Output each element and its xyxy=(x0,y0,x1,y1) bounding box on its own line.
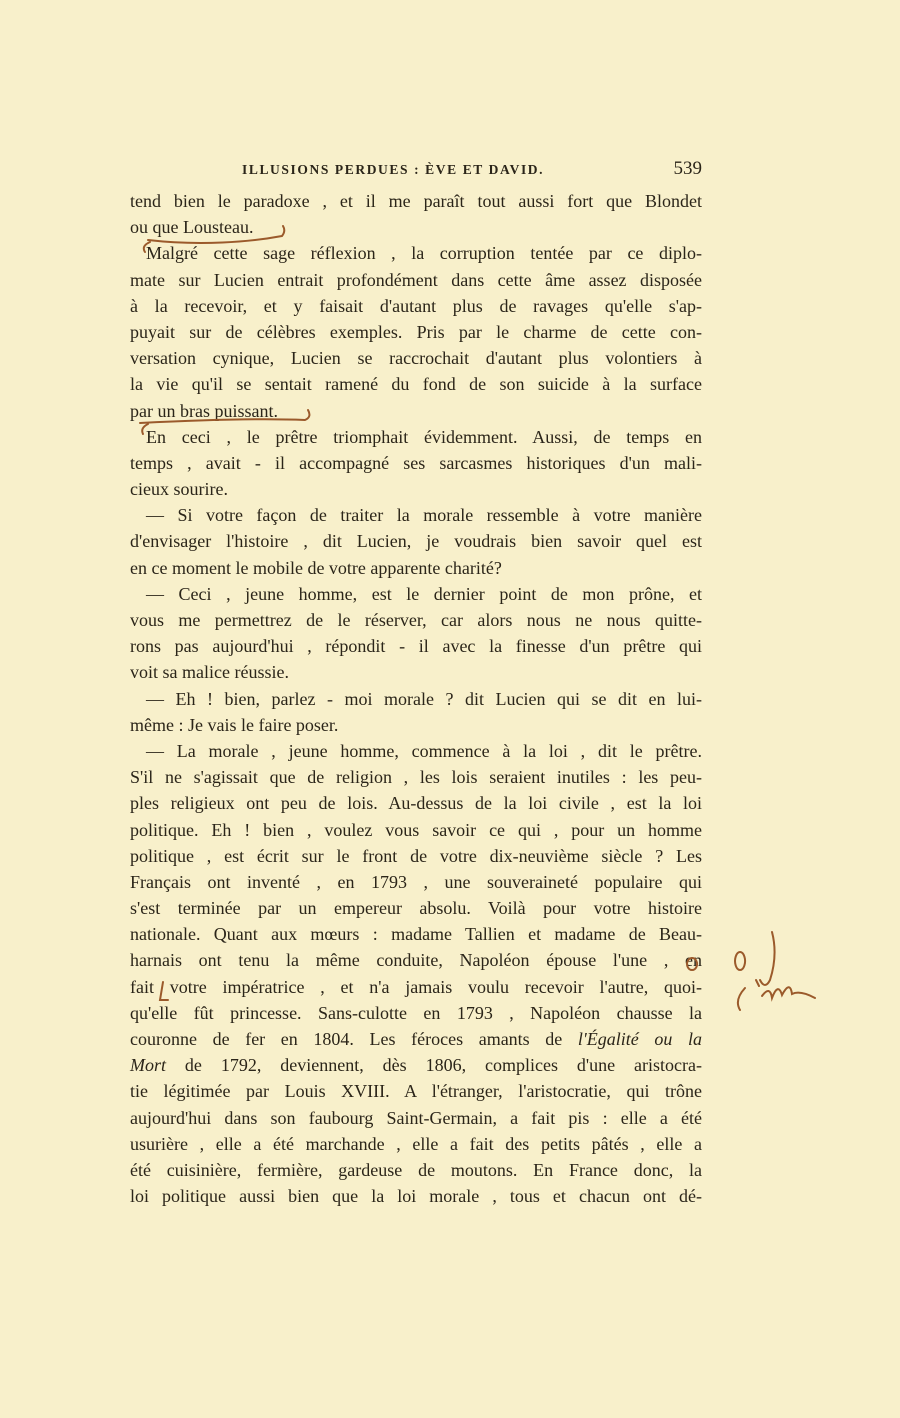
page-header xyxy=(242,158,702,182)
line-text: En ceci , le prêtre triomphait évidemment. Aussi, de temps en xyxy=(146,426,702,447)
text-line xyxy=(130,686,702,712)
text-line xyxy=(130,659,702,685)
line-text: politique , est écrit sur le front de votre dix-neuvième siècle ? Les xyxy=(130,845,702,866)
line-text: harnais ont tenu la même conduite, Napoléon épouse l'une , en xyxy=(130,950,702,971)
line-text: fait votre impératrice , et n'a jamais voulu recevoir l'autre, quoi- xyxy=(130,976,702,997)
line-text: tie légitimée par Louis XVIII. A l'étranger, l'aristocratie, qui trône xyxy=(130,1081,702,1102)
text-line xyxy=(130,188,702,214)
text-line xyxy=(130,947,702,973)
text-line xyxy=(130,764,702,790)
text-line xyxy=(130,1000,702,1026)
line-text: versation cynique, Lucien se raccrochait d'autant plus volontiers à xyxy=(130,348,702,369)
line-text: la vie qu'il se sentait ramené du fond de son suicide à la surface xyxy=(130,374,702,395)
text-line xyxy=(130,843,702,869)
line-text: — Ceci , jeune homme, est le dernier point de mon prône, et xyxy=(146,583,702,604)
text-line xyxy=(130,869,702,895)
text-line xyxy=(130,1078,702,1104)
line-text: d'envisager l'histoire , dit Lucien, je voudrais bien savoir quel est xyxy=(130,531,702,552)
text-line xyxy=(130,555,702,581)
text-line xyxy=(130,528,702,554)
margin-note-mark xyxy=(735,932,775,985)
text-line xyxy=(130,581,702,607)
line-text: qu'elle fût princesse. Sans-culotte en 1793 , Napoléon chausse la xyxy=(130,1002,702,1023)
line-text: temps , avait - il accompagné ses sarcasmes historiques d'un mali- xyxy=(130,452,702,473)
line-text: vous me permettrez de le réserver, car alors nous ne nous quitte- xyxy=(130,610,702,630)
line-text: puyait sur de célèbres exemples. Pris par le charme de cette con- xyxy=(130,321,702,342)
text-line xyxy=(130,293,702,319)
line-text: cieux sourire. xyxy=(130,479,228,500)
line-text: mate sur Lucien entrait profondément dans cette âme assez disposée xyxy=(130,269,702,290)
text-line xyxy=(130,1157,702,1183)
line-text: s'est terminée par un empereur absolu. Voilà pour votre histoire xyxy=(130,898,702,919)
line-text: S'il ne s'agissait que de religion , les lois seraient inutiles : les peu- xyxy=(130,767,702,788)
text-line xyxy=(130,214,702,240)
text-line xyxy=(130,424,702,450)
text-line xyxy=(130,267,702,293)
text-line xyxy=(130,476,702,502)
line-text: nationale. Quant aux mœurs : madame Tallien et madame de Beau- xyxy=(130,924,702,945)
text-line xyxy=(130,1131,702,1157)
text-line xyxy=(130,1052,702,1078)
line-text: même : Je vais le faire poser. xyxy=(130,714,339,735)
text-line xyxy=(130,712,702,738)
text-line xyxy=(130,633,702,659)
line-text: loi politique aussi bien que la loi morale , tous et chacun ont dé- xyxy=(130,1186,702,1207)
text-line xyxy=(130,371,702,397)
running-title: ILLUSIONS PERDUES : ÈVE ET DAVID. xyxy=(242,162,545,177)
page-body-text xyxy=(130,188,702,1209)
line-text: — Eh ! bien, parlez - moi morale ? dit Lucien qui se dit en lui- xyxy=(146,688,702,709)
text-line xyxy=(130,607,702,633)
text-line xyxy=(130,1026,702,1052)
text-line xyxy=(130,345,702,371)
text-line xyxy=(130,319,702,345)
line-text: à la recevoir, et y faisait d'autant plus de ravages qu'elle s'ap- xyxy=(130,295,702,316)
line-text: usurière , elle a été marchande , elle a fait des petits pâtés , elle a xyxy=(130,1133,702,1154)
line-text: ou que Lousteau. xyxy=(130,217,254,238)
italic-text: Mort xyxy=(130,1055,166,1076)
line-text: Français ont inventé , en 1793 , une souveraineté populaire qui xyxy=(130,871,702,892)
text-line xyxy=(130,921,702,947)
page-number: 539 xyxy=(673,158,702,179)
margin-note-mark xyxy=(738,980,815,1010)
text-line xyxy=(130,974,702,1000)
line-text: — Si votre façon de traiter la morale ressemble à votre manière xyxy=(146,505,702,526)
line-text: été cuisinière, fermière, gardeuse de moutons. En France donc, la xyxy=(130,1159,702,1180)
line-text: ples religieux ont peu de lois. Au-dessus de la loi civile , est la loi xyxy=(130,793,702,814)
text-line xyxy=(130,1105,702,1131)
text-line xyxy=(130,895,702,921)
line-text: politique. Eh ! bien , voulez vous savoir ce qui , pour un homme xyxy=(130,819,702,840)
line-text: en ce moment le mobile de votre apparente charité? xyxy=(130,557,502,578)
line-text: couronne de fer en 1804. Les féroces amants de xyxy=(130,1029,578,1049)
line-text: rons pas aujourd'hui , répondit - il avec la finesse d'un prêtre qui xyxy=(130,636,702,657)
line-text: aujourd'hui dans son faubourg Saint-Germain, a fait pis : elle a été xyxy=(130,1107,702,1128)
text-line xyxy=(130,240,702,266)
line-text: de 1792, deviennent, dès 1806, complices d'une aristocra- xyxy=(166,1055,702,1076)
text-line xyxy=(130,502,702,528)
italic-text: l'Égalité ou la xyxy=(577,1029,702,1049)
text-line xyxy=(130,790,702,816)
line-text: tend bien le paradoxe , et il me paraît tout aussi fort que Blondet xyxy=(130,191,702,211)
text-line xyxy=(130,398,702,424)
line-text: — La morale , jeune homme, commence à la loi , dit le prêtre. xyxy=(146,740,702,761)
line-text: Malgré cette sage réflexion , la corruption tentée par ce diplo- xyxy=(146,243,702,264)
text-line xyxy=(130,1183,702,1209)
line-text: voit sa malice réussie. xyxy=(130,662,289,683)
line-text: par un bras puissant. xyxy=(130,400,278,421)
text-line xyxy=(130,738,702,764)
text-line xyxy=(130,817,702,843)
text-line xyxy=(130,450,702,476)
